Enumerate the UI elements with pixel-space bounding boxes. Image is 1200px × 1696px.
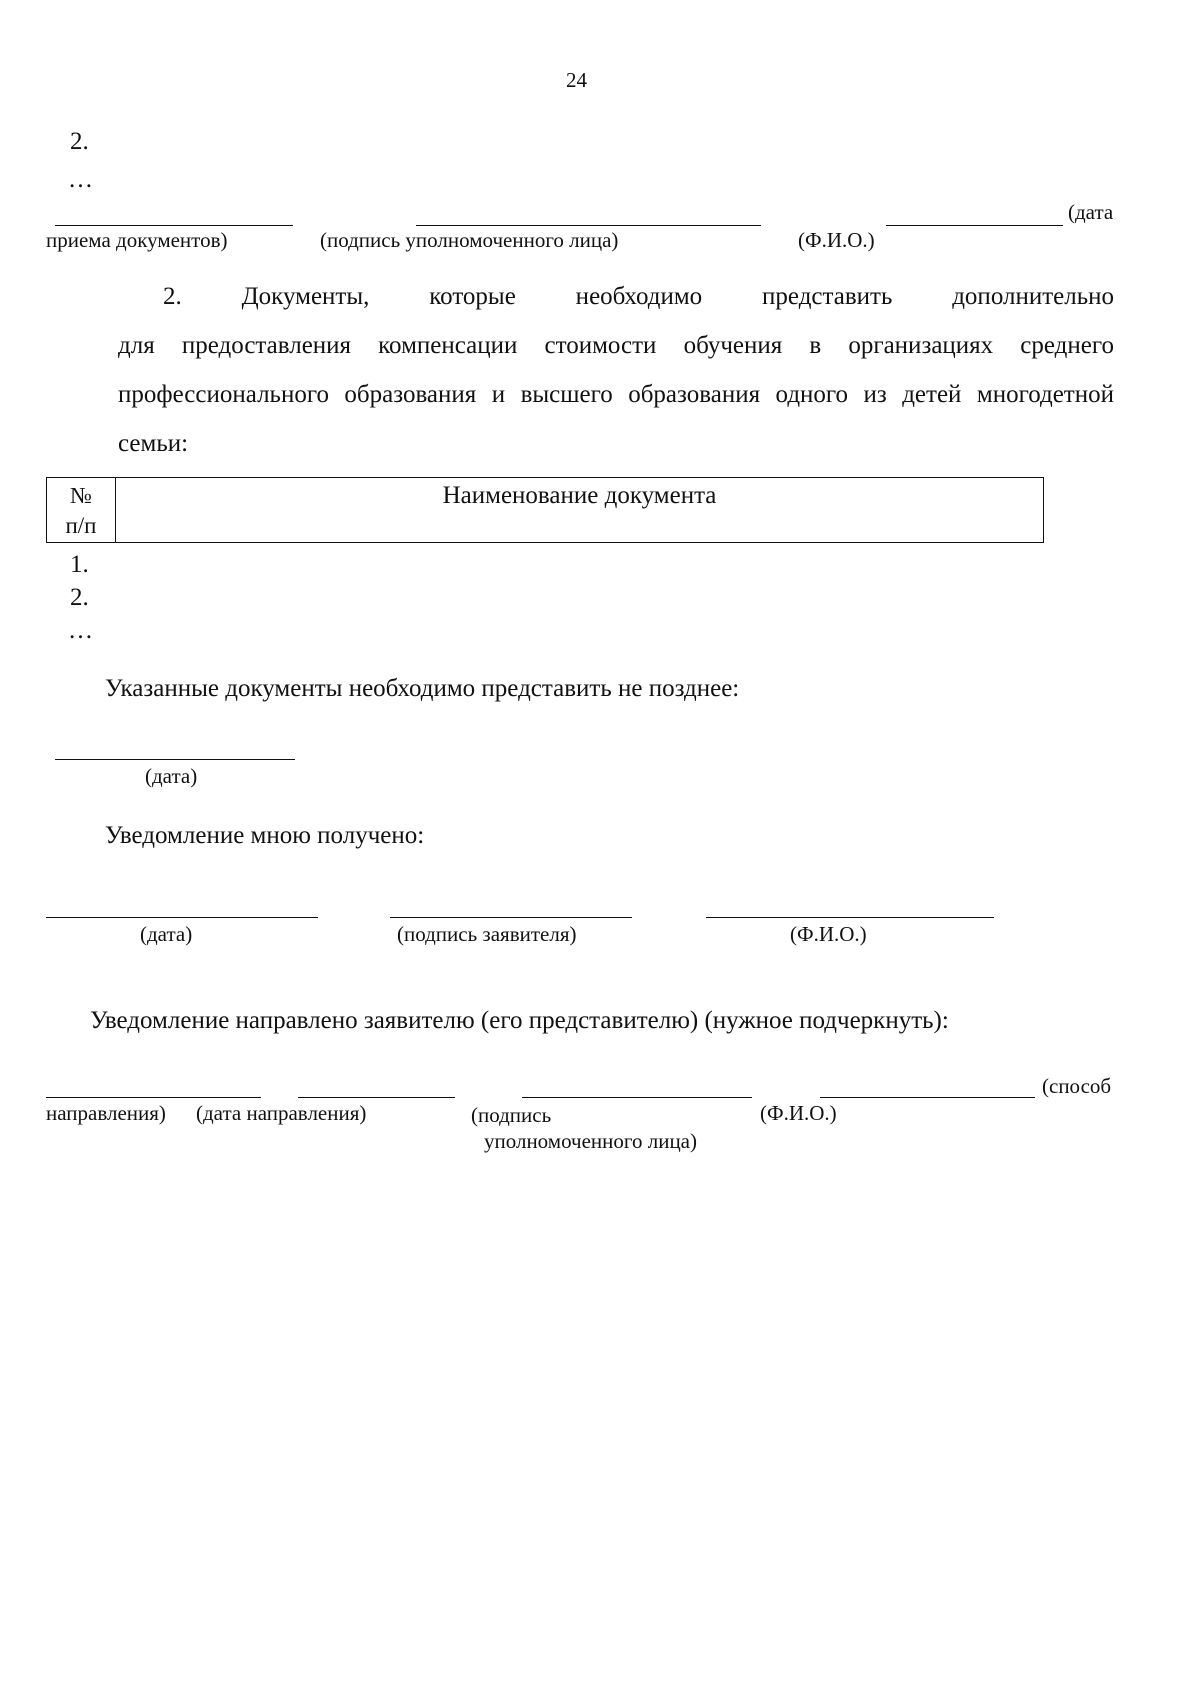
list-ellipsis: … — [68, 166, 93, 193]
received-signature-caption: (подпись заявителя) — [397, 922, 577, 946]
list-item: 2. — [70, 584, 89, 611]
name-caption: (Ф.И.О.) — [798, 228, 875, 252]
section-2-paragraph — [118, 272, 1114, 468]
signature-line — [416, 225, 761, 226]
page-number: 24 — [566, 68, 587, 92]
received-date-caption: (дата) — [140, 922, 193, 946]
sent-date-caption: (дата направления) — [196, 1101, 367, 1125]
sent-method-line — [46, 1097, 261, 1098]
received-date-line — [46, 917, 318, 918]
sent-method-caption-tail: (способ — [1042, 1074, 1112, 1098]
list-ellipsis: … — [68, 617, 93, 644]
deadline-date-line — [55, 759, 295, 760]
number-sign: № — [70, 483, 92, 508]
sent-signature-caption-2: уполномоченного лица) — [484, 1129, 697, 1153]
received-text: Уведомление мною получено: — [105, 822, 425, 849]
section-2-first-line: 2. Документы, которые необходимо представить дополнительно — [163, 283, 1114, 310]
table-header-number — [47, 478, 116, 543]
sent-method-caption-head: направления) — [46, 1101, 166, 1125]
list-item: 1. — [70, 551, 89, 578]
sent-date-line — [298, 1097, 455, 1098]
sent-text: Уведомление направлено заявителю (его представителю) (нужное подчеркнуть): — [90, 1007, 949, 1034]
sent-name-caption: (Ф.И.О.) — [760, 1101, 837, 1125]
received-name-caption: (Ф.И.О.) — [790, 922, 867, 946]
sent-signature-caption: (подпись — [471, 1103, 552, 1127]
date-line — [55, 225, 293, 226]
list-item: 2. — [70, 128, 89, 155]
received-signature-line — [390, 917, 632, 918]
documents-table — [46, 477, 1044, 543]
sent-signature-line — [522, 1097, 752, 1098]
name-line — [886, 225, 1063, 226]
date-caption-head: приема документов) — [46, 228, 228, 252]
number-abbrev: п/п — [65, 513, 97, 538]
received-name-line — [706, 917, 994, 918]
table-header-name: Наименование документа — [116, 478, 1044, 543]
deadline-date-caption: (дата) — [145, 764, 198, 788]
deadline-text: Указанные документы необходимо представить не позднее: — [105, 675, 740, 702]
section-2-rest: для предоставления компенсации стоимости обучения в организациях среднего профессионального образования и высшего образования одного из детей многодетной семьи: — [118, 332, 1114, 457]
sent-name-line — [820, 1097, 1035, 1098]
date-caption-tail: (дата — [1068, 200, 1114, 224]
signature-caption: (подпись уполномоченного лица) — [320, 228, 619, 252]
